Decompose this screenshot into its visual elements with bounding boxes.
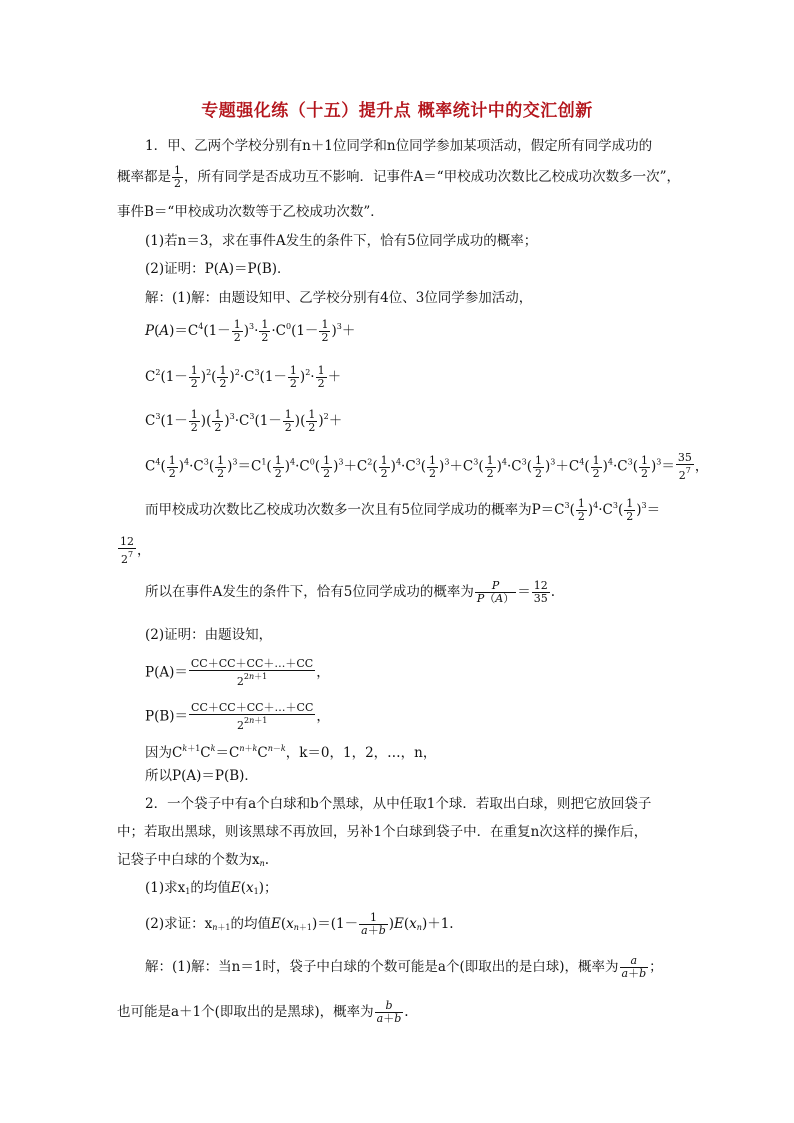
fraction-one-half: $\frac{1}{2}$	[174, 164, 181, 190]
probability-value: $\frac{12}{2^7}$ ，	[120, 535, 151, 566]
solution-2-line-1: 解：(1)解：当n＝1时，袋子中白球的个数可能是a个(即取出的是白球)，概率为 $\frac{a}{a+b}$ ；	[145, 954, 663, 980]
conditional-text: 所以在事件A发生的条件下，恰有5位同学成功的概率为	[145, 584, 474, 600]
formula-pb-sum: P(B)＝ $\frac{CC+CC+CC+\dots+CC}{2^{2n+1}}$ ，	[145, 701, 330, 732]
question-2-1-text: (1)求x	[145, 880, 186, 896]
problem-1-line-2	[117, 165, 680, 190]
problem-1-line-2b: ，所有同学是否成功互不影响．记事件A＝“甲校成功次数比乙校成功次数多一次”，	[184, 169, 681, 185]
formula-pa-line-3: $C^3(1-$ $\frac{1}{2}$ )( $\frac{1}{2}$ )$^3\cdot C^3(1-$ $\frac{1}{2}$ )( $\frac{1}{2}$ )$^2$＋	[145, 408, 343, 434]
problem-1-line-3: 事件B＝“甲校成功次数等于乙校成功次数”．	[117, 204, 384, 220]
question-1-2: (2)证明：P(A)＝P(B)．	[145, 261, 291, 277]
pb-label: P(B)＝	[145, 708, 189, 725]
solution-2-line-1-text: 解：(1)解：当n＝1时，袋子中白球的个数可能是a个(即取出的是白球)，概率为	[145, 959, 619, 975]
pa-label: P(A)＝	[145, 664, 188, 681]
formula-pa-line-1: $P(A)=C^4(1-$ $\frac{1}{2}$ )$^3$· $\frac{1}{2}$ $\cdot C^0(1-$ $\frac{1}{2}$ )$^3$＋	[145, 318, 356, 344]
because-line: 因为$C^{k+1}C^k=C^{n+k}C^{n-k}$，k＝0，1，2，…，n，	[145, 744, 437, 761]
pb-sum-numerator: CC＋CC＋CC＋…＋CC	[191, 701, 314, 714]
proof-heading: (2)证明：由题设知，	[145, 627, 273, 643]
problem-2-line-1: 2．一个袋子中有a个白球和b个黑球，从中任取1个球．若取出白球，则把它放回袋子	[145, 796, 652, 812]
formula-pa-sum: P(A)＝ $\frac{CC+CC+CC+\dots+CC}{2^{2n+1}}$ ，	[145, 657, 330, 688]
problem-2-line-3-text: 记袋子中白球的个数为x	[117, 852, 260, 868]
question-2-2: (2)求证：$x_{n+1}$的均值$E(x_{n+1})=(1-$ $\frac{1}{a+b}$ )$E(x_n)+1$.	[145, 911, 454, 937]
problem-1-line-1: 1．甲、乙两个学校分别有n＋1位同学和n位同学参加某项活动，假定所有同学成功的	[145, 138, 653, 154]
conditional-probability-line: 所以在事件A发生的条件下，恰有5位同学成功的概率为 $\frac{P}{P(A)}$ ＝ $\frac{12}{35}$ .	[145, 579, 555, 605]
probability-line: 而甲校成功次数比乙校成功次数多一次且有5位同学成功的概率为$P=C^3$( $\frac{1}{2}$ )$^4\cdot C^3$( $\frac{1}{2}$ )$^3$＝	[145, 497, 661, 523]
question-2-2-text: (2)求证：x	[145, 916, 213, 932]
therefore-line: 所以P(A)＝P(B)．	[145, 768, 258, 784]
formula-pa-line-2: $C^2(1-$ $\frac{1}{2}$ )$^2$( $\frac{1}{2}$ )$^2\cdot C^3(1-$ $\frac{1}{2}$ )$^2$· $\frac{1}{2}$ ＋	[145, 364, 342, 390]
problem-2-line-2: 中；若取出黑球，则该黑球不再放回，另补1个白球到袋子中．在重复n次这样的操作后，	[117, 824, 648, 840]
because-tail: ，k＝0，1，2，…，n，	[285, 745, 437, 761]
pa-sum-numerator: CC＋CC＋CC＋…＋CC	[190, 657, 314, 670]
question-1-1: (1)若n＝3，求在事件A发生的条件下，恰有5位同学成功的概率；	[145, 233, 538, 249]
solution-2-line-2-text: 也可能是a＋1个(即取出的是黑球)，概率为	[117, 1004, 374, 1020]
because-text: 因为C	[145, 745, 183, 761]
page-title: 专题强化练（十五）提升点 概率统计中的交汇创新	[201, 101, 593, 121]
problem-2-line-3: 记袋子中白球的个数为$x_n$.	[117, 852, 270, 868]
formula-pa-line-4: $C^4$( $\frac{1}{2}$ )$^4\cdot C^3$( $\frac{1}{2}$ )$^3=C^1$( $\frac{1}{2}$ )$^4\cdot C^0$( $\frac{1}{2}$ )$^3+C^2$( $\frac{1}{2}$ )$^4\cdot C^3$( $\frac{1}{2}$ )$^3+C^3$( $\frac{1}{2}$ )$^4\cdot C^3$( $\frac{1}{2}$ )$^3+C^4$( $\frac{1}{2}$ )$^4\cdot C^3$( $\frac{1}{2}$ )$^3$＝ $\frac{35}{2^7}$ ，	[145, 451, 709, 482]
question-2-1: (1)求$x_1$的均值$E(x_1)$；	[145, 880, 278, 896]
solution-2-line-2: 也可能是a＋1个(即取出的是黑球)，概率为 $\frac{b}{a+b}$ .	[117, 999, 409, 1025]
solution-1-intro: 解：(1)解：由题设知甲、乙学校分别有4位、3位同学参加活动，	[145, 290, 533, 306]
probability-line-text: 而甲校成功次数比乙校成功次数多一次且有5位同学成功的概率为P＝C	[145, 502, 565, 518]
problem-1-line-2a: 概率都是	[117, 169, 171, 185]
